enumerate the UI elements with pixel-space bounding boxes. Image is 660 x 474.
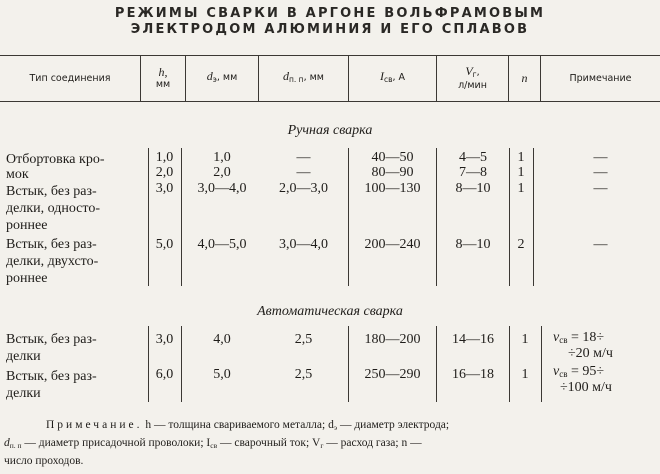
footnote-line-2: $d_{п. п}$ — диаметр присадочной проволоки; $I_{св}$ — сварочный ток; $V_г$ — расход газа; n —	[4, 437, 422, 450]
column-rule	[533, 148, 534, 286]
cell-gas-flow: 8—10	[455, 237, 491, 252]
cell-filler-diameter: —	[296, 165, 311, 180]
col-header-passes: n	[521, 70, 528, 85]
cell-thickness: 5,0	[155, 237, 174, 252]
column-rule	[541, 326, 542, 402]
cell-electrode-diameter: 3,0—4,0	[197, 181, 247, 196]
row-type: Встык, без раз-	[6, 332, 97, 347]
row-type-cont: роннее	[6, 218, 48, 233]
cell-gas-flow: 8—10	[455, 181, 491, 196]
cell-gas-flow: 16—18	[452, 367, 494, 382]
row-type: Встык, без раз-	[6, 184, 97, 199]
table-title-line-2: ЭЛЕКТРОДОМ АЛЮМИНИЯ И ЕГО СПЛАВОВ	[130, 22, 530, 37]
cell-note: —	[593, 165, 608, 180]
col-header-electrode-diameter: $d_э$, мм	[206, 69, 238, 84]
cell-thickness: 6,0	[155, 367, 174, 382]
section-title-auto: Автоматическая сварка	[257, 304, 403, 319]
cell-note: —	[593, 237, 608, 252]
cell-passes: 1	[517, 150, 525, 165]
cell-thickness: 3,0	[155, 332, 174, 347]
col-header-thickness: h, мм	[155, 64, 171, 90]
cell-passes: 1	[521, 367, 529, 382]
cell-thickness: 1,0	[155, 150, 174, 165]
header-bottom-rule	[0, 101, 660, 102]
section-title-manual: Ручная сварка	[287, 123, 373, 138]
cell-passes: 2	[517, 237, 525, 252]
cell-thickness: 2,0	[155, 165, 174, 180]
row-type: Отбортовка кро-	[6, 152, 105, 167]
row-type: Встык, без раз-	[6, 237, 97, 252]
cell-gas-flow: 7—8	[459, 165, 487, 180]
cell-filler-diameter: 3,0—4,0	[279, 237, 328, 252]
cell-current: 200—240	[364, 237, 421, 252]
cell-passes: 1	[521, 332, 529, 347]
cell-electrode-diameter: 2,0	[213, 165, 231, 180]
cell-passes: 1	[517, 181, 525, 196]
cell-current: 40—50	[371, 150, 414, 165]
cell-electrode-diameter: 4,0—5,0	[197, 237, 247, 252]
row-type: мок	[6, 167, 29, 182]
cell-gas-flow: 4—5	[459, 150, 487, 165]
cell-note-speed: $v_{св} = 18\div$	[553, 330, 605, 345]
col-header-note: Примечание	[569, 72, 632, 84]
row-type-cont: делки	[6, 349, 41, 364]
cell-note-speed-cont: ÷100 м/ч	[560, 380, 612, 395]
col-header-current: $I_{св}$, А	[379, 69, 406, 84]
row-type-cont: делки, односто-	[6, 201, 100, 216]
footnote-line-3: число проходов.	[4, 455, 84, 467]
table-title-line-1: РЕЖИМЫ СВАРКИ В АРГОНЕ ВОЛЬФРАМОВЫМ	[114, 6, 546, 21]
row-type: Встык, без раз-	[6, 369, 97, 384]
col-header-filler-diameter: $d_{п. п}$, мм	[283, 69, 324, 84]
column-rule	[181, 326, 182, 402]
cell-note-speed: $v_{св} = 95\div$	[553, 364, 605, 379]
cell-electrode-diameter: 1,0	[213, 150, 231, 165]
footnote-line-1: Примечание. h — толщина свариваемого металла; $d_э$ — диаметр электрода;	[46, 419, 450, 432]
cell-note-speed-cont: ÷20 м/ч	[568, 346, 613, 361]
cell-current: 80—90	[371, 165, 414, 180]
cell-gas-flow: 14—16	[452, 332, 494, 347]
row-type-cont: делки	[6, 386, 41, 401]
col-header-gas-flow: $V_г$, л/мин	[458, 63, 487, 91]
row-type-cont: делки, двухсто-	[6, 254, 99, 269]
cell-thickness: 3,0	[155, 181, 174, 196]
cell-note: —	[593, 181, 608, 196]
row-type-cont: роннее	[6, 271, 48, 286]
cell-current: 180—200	[364, 332, 421, 347]
cell-current: 250—290	[364, 367, 421, 382]
cell-filler-diameter: 2,5	[294, 367, 313, 382]
column-rule	[181, 148, 182, 286]
cell-filler-diameter: —	[296, 150, 311, 165]
cell-electrode-diameter: 4,0	[213, 332, 231, 347]
cell-electrode-diameter: 5,0	[213, 367, 231, 382]
cell-current: 100—130	[364, 181, 421, 196]
cell-note: —	[593, 150, 608, 165]
cell-filler-diameter: 2,5	[294, 332, 313, 347]
col-header-type: Тип соединения	[29, 72, 111, 84]
cell-passes: 1	[517, 165, 525, 180]
cell-filler-diameter: 2,0—3,0	[279, 181, 328, 196]
